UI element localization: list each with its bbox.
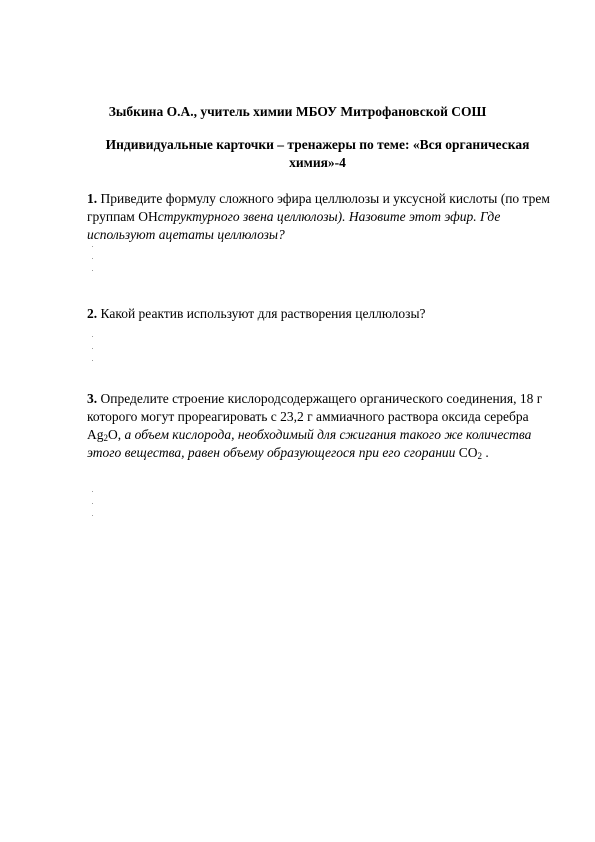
task-1-number: 1.	[87, 191, 98, 206]
task-3-text-end: .	[482, 445, 489, 460]
task-1-italic-text: структурного звена целлюлозы). Назовите этот эфир. Где используют ацетаты целлюлозы?	[87, 209, 501, 242]
document-subtitle: Индивидуальные карточки – тренажеры по теме: «Вся органическая химия»-4	[105, 137, 530, 170]
task-1	[87, 190, 557, 244]
task-2-number: 2.	[87, 306, 98, 321]
task-3-co-formula: CO	[458, 445, 478, 460]
task-2	[87, 305, 557, 323]
task-3-text: Определите строение кислородсодержащего органического соединения, 18 г которого могут прореагировать с 23,2 г аммиачного раствора оксида серебра Ag	[87, 391, 543, 442]
task-3	[87, 390, 557, 462]
task-3-subscript-co: 2	[477, 451, 483, 461]
author-line: Зыбкина О.А., учитель химии МБОУ Митрофановской СОШ	[108, 104, 487, 119]
task-2-text: Какой реактив используют для растворения целлюлозы?	[97, 306, 426, 321]
task-3-text-oxide: O,	[108, 427, 125, 442]
task-3-subscript-ag: 2	[103, 433, 108, 443]
task-1-text: Приведите формулу сложного эфира целлюлозы и уксусной кислоты (по трем группам ОН	[87, 191, 550, 224]
task-3-italic-text: а объем кислорода, необходимый для сжигания такого же количества этого вещества, равен объему образующегося при его сгорании	[87, 427, 532, 460]
task-3-number: 3.	[87, 391, 98, 406]
